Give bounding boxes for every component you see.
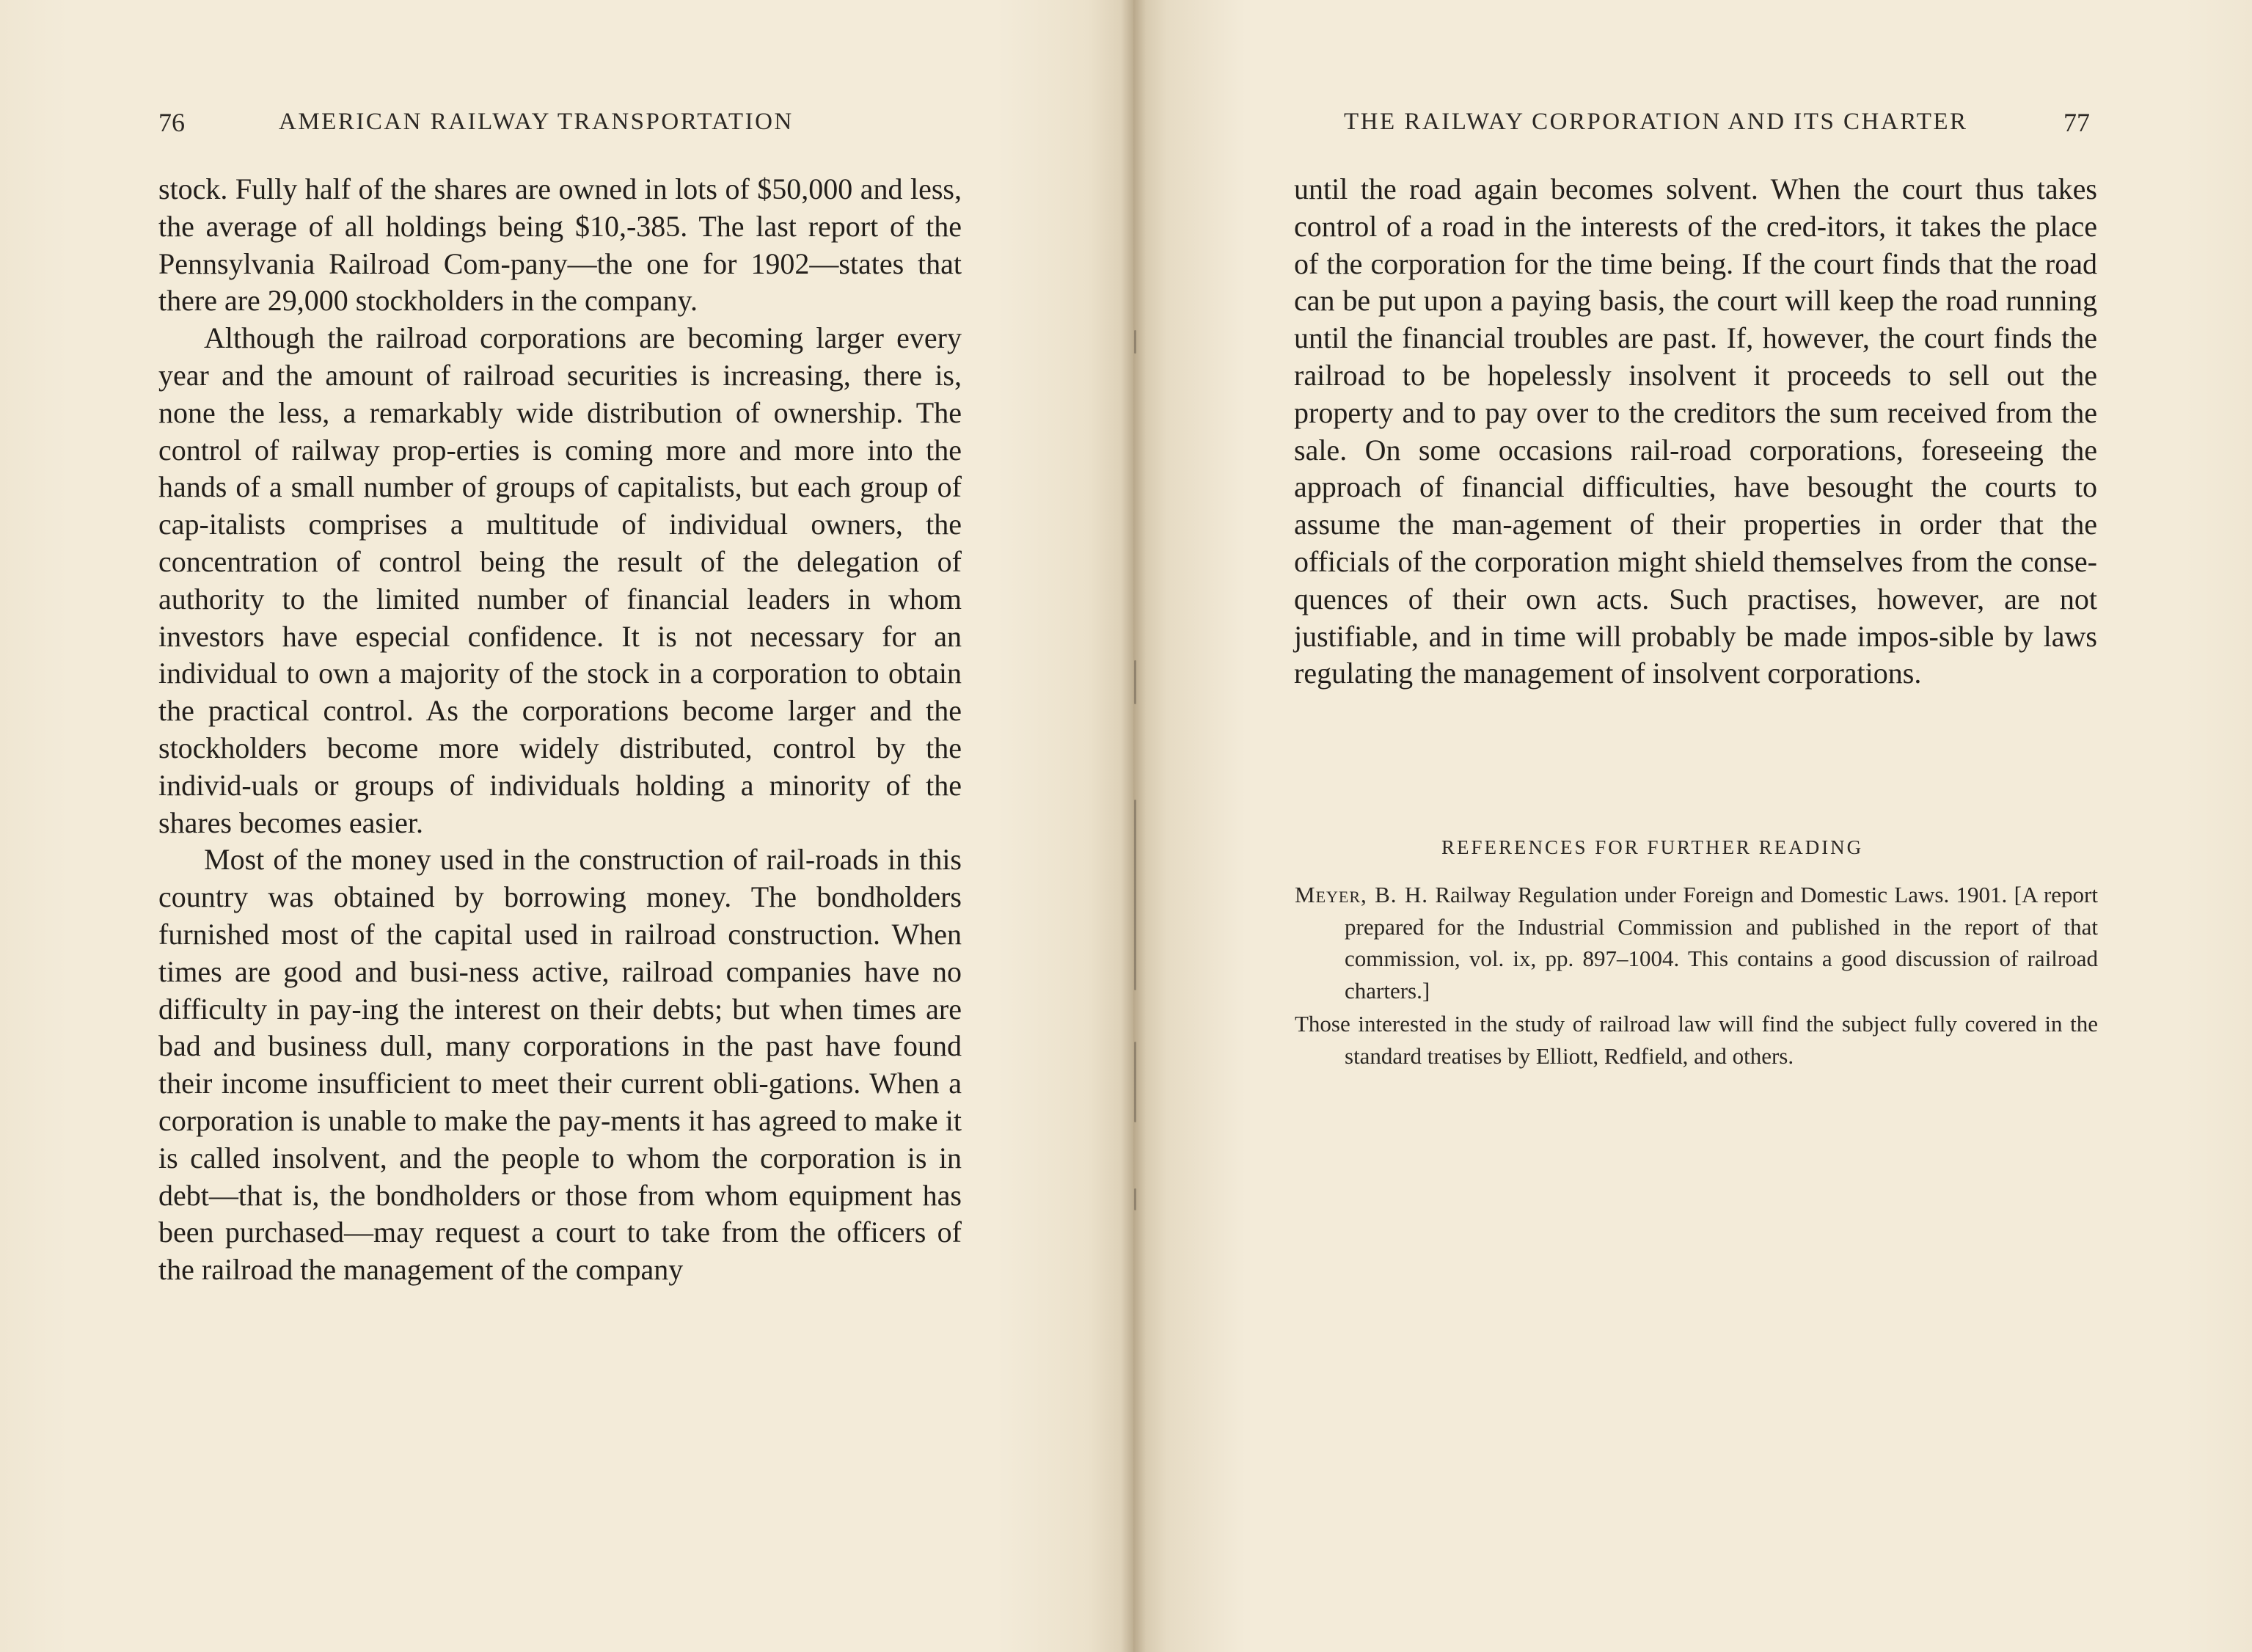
reference-author: Meyer, B. H. (1295, 882, 1428, 907)
reference-text: Railway Regulation under Foreign and Domestic Laws. 1901. [A report prepared for the Industrial Commission and published in the report of that commission, vol. ix, pp. 897–1004. This contains a good discussion of railroad charters.] (1345, 882, 2098, 1004)
right-paragraph-1: until the road again becomes solvent. When the court thus takes control of a road in the interests of the cred-itors, it takes the place of the corporation for the time being. If the court finds that the road can be put upon a paying basis, the court will keep the road running until the financial troubles are past. If, however, the court finds the railroad to be hopelessly insolvent it proceeds to sell out the property and to pay over to the creditors the sum received from the sale. On some occasions rail-road corporations, foreseeing the approach of financial difficulties, have besought the courts to assume the man-agement of their properties in order that the officials of the corporation might shield themselves from the conse-quences of their own acts. Such practises, however, are not justifiable, and in time will probably be made impos-sible by laws regulating the management of insolvent corporations. (1294, 172, 2097, 690)
left-paragraph-3: Most of the money used in the construction of rail-roads in this country was obtained by borrowing money. The bondholders furnished most of the capital used in railroad construction. When times are good and busi-ness active, railroad companies have no difficulty in pay-ing the interest on their debts; but when times are bad and business dull, many corporations in the past have found their income insufficient to meet their current obli-gations. When a corporation is unable to make the pay-ments it has agreed to make it is called insolvent, and the people to whom the corporation is in debt—that is, the bondholders or those from whom equipment has been purchased—may request a court to take from the officers of the railroad the management of the company (158, 843, 962, 1287)
gutter-stitch-mark (1134, 330, 1136, 354)
left-text-block (158, 171, 962, 1289)
reference-entry-1 (1295, 879, 2098, 1006)
gutter-stitch-mark (1134, 660, 1136, 704)
gutter-stitch-mark (1134, 800, 1136, 990)
right-page (1133, 0, 2252, 1652)
gutter-stitch-mark (1134, 1188, 1136, 1210)
left-paragraph-2: Although the railroad corporations are becoming larger every year and the amount of railroad securities is increasing, there is, none the less, a remarkably wide distribution of ownership. The control of railway prop-erties is coming more and more into the hands of a small number of groups of capitalists, but each group of cap-italists comprises a multitude of individual owners, the concentration of control being the result of the delegation of authority to the limited number of financial leaders in whom investors have especial confidence. It is not necessary for an individual to own a majority of the stock in a corporation to obtain the practical control. As the corporations become larger and the stockholders become more widely distributed, control by the individ-uals or groups of individuals holding a minority of the shares becomes easier. (158, 321, 962, 839)
page-number-left: 76 (158, 108, 185, 137)
reference-text: Those interested in the study of railroad law will find the subject fully covered in the standard treatises by Elliott, Redfield, and others. (1295, 1011, 2098, 1069)
left-paragraph-1: stock. Fully half of the shares are owned in lots of $50,000 and less, the average of all holdings being $10,-385. The last report of the Pennsylvania Railroad Com-pany—the one for 1902—states that there are 29,000 stockholders in the company. (158, 172, 962, 318)
references-list (1295, 879, 2098, 1073)
book-gutter (1121, 0, 1146, 1652)
page-number-right: 77 (2063, 108, 2090, 137)
right-text-block (1294, 171, 2097, 692)
running-head-left: AMERICAN RAILWAY TRANSPORTATION (279, 109, 794, 135)
gutter-stitch-mark (1134, 1042, 1136, 1122)
references-heading: REFERENCES FOR FURTHER READING (1441, 836, 1864, 858)
running-head-right: THE RAILWAY CORPORATION AND ITS CHARTER (1344, 109, 1968, 135)
reference-entry-2 (1295, 1008, 2098, 1072)
